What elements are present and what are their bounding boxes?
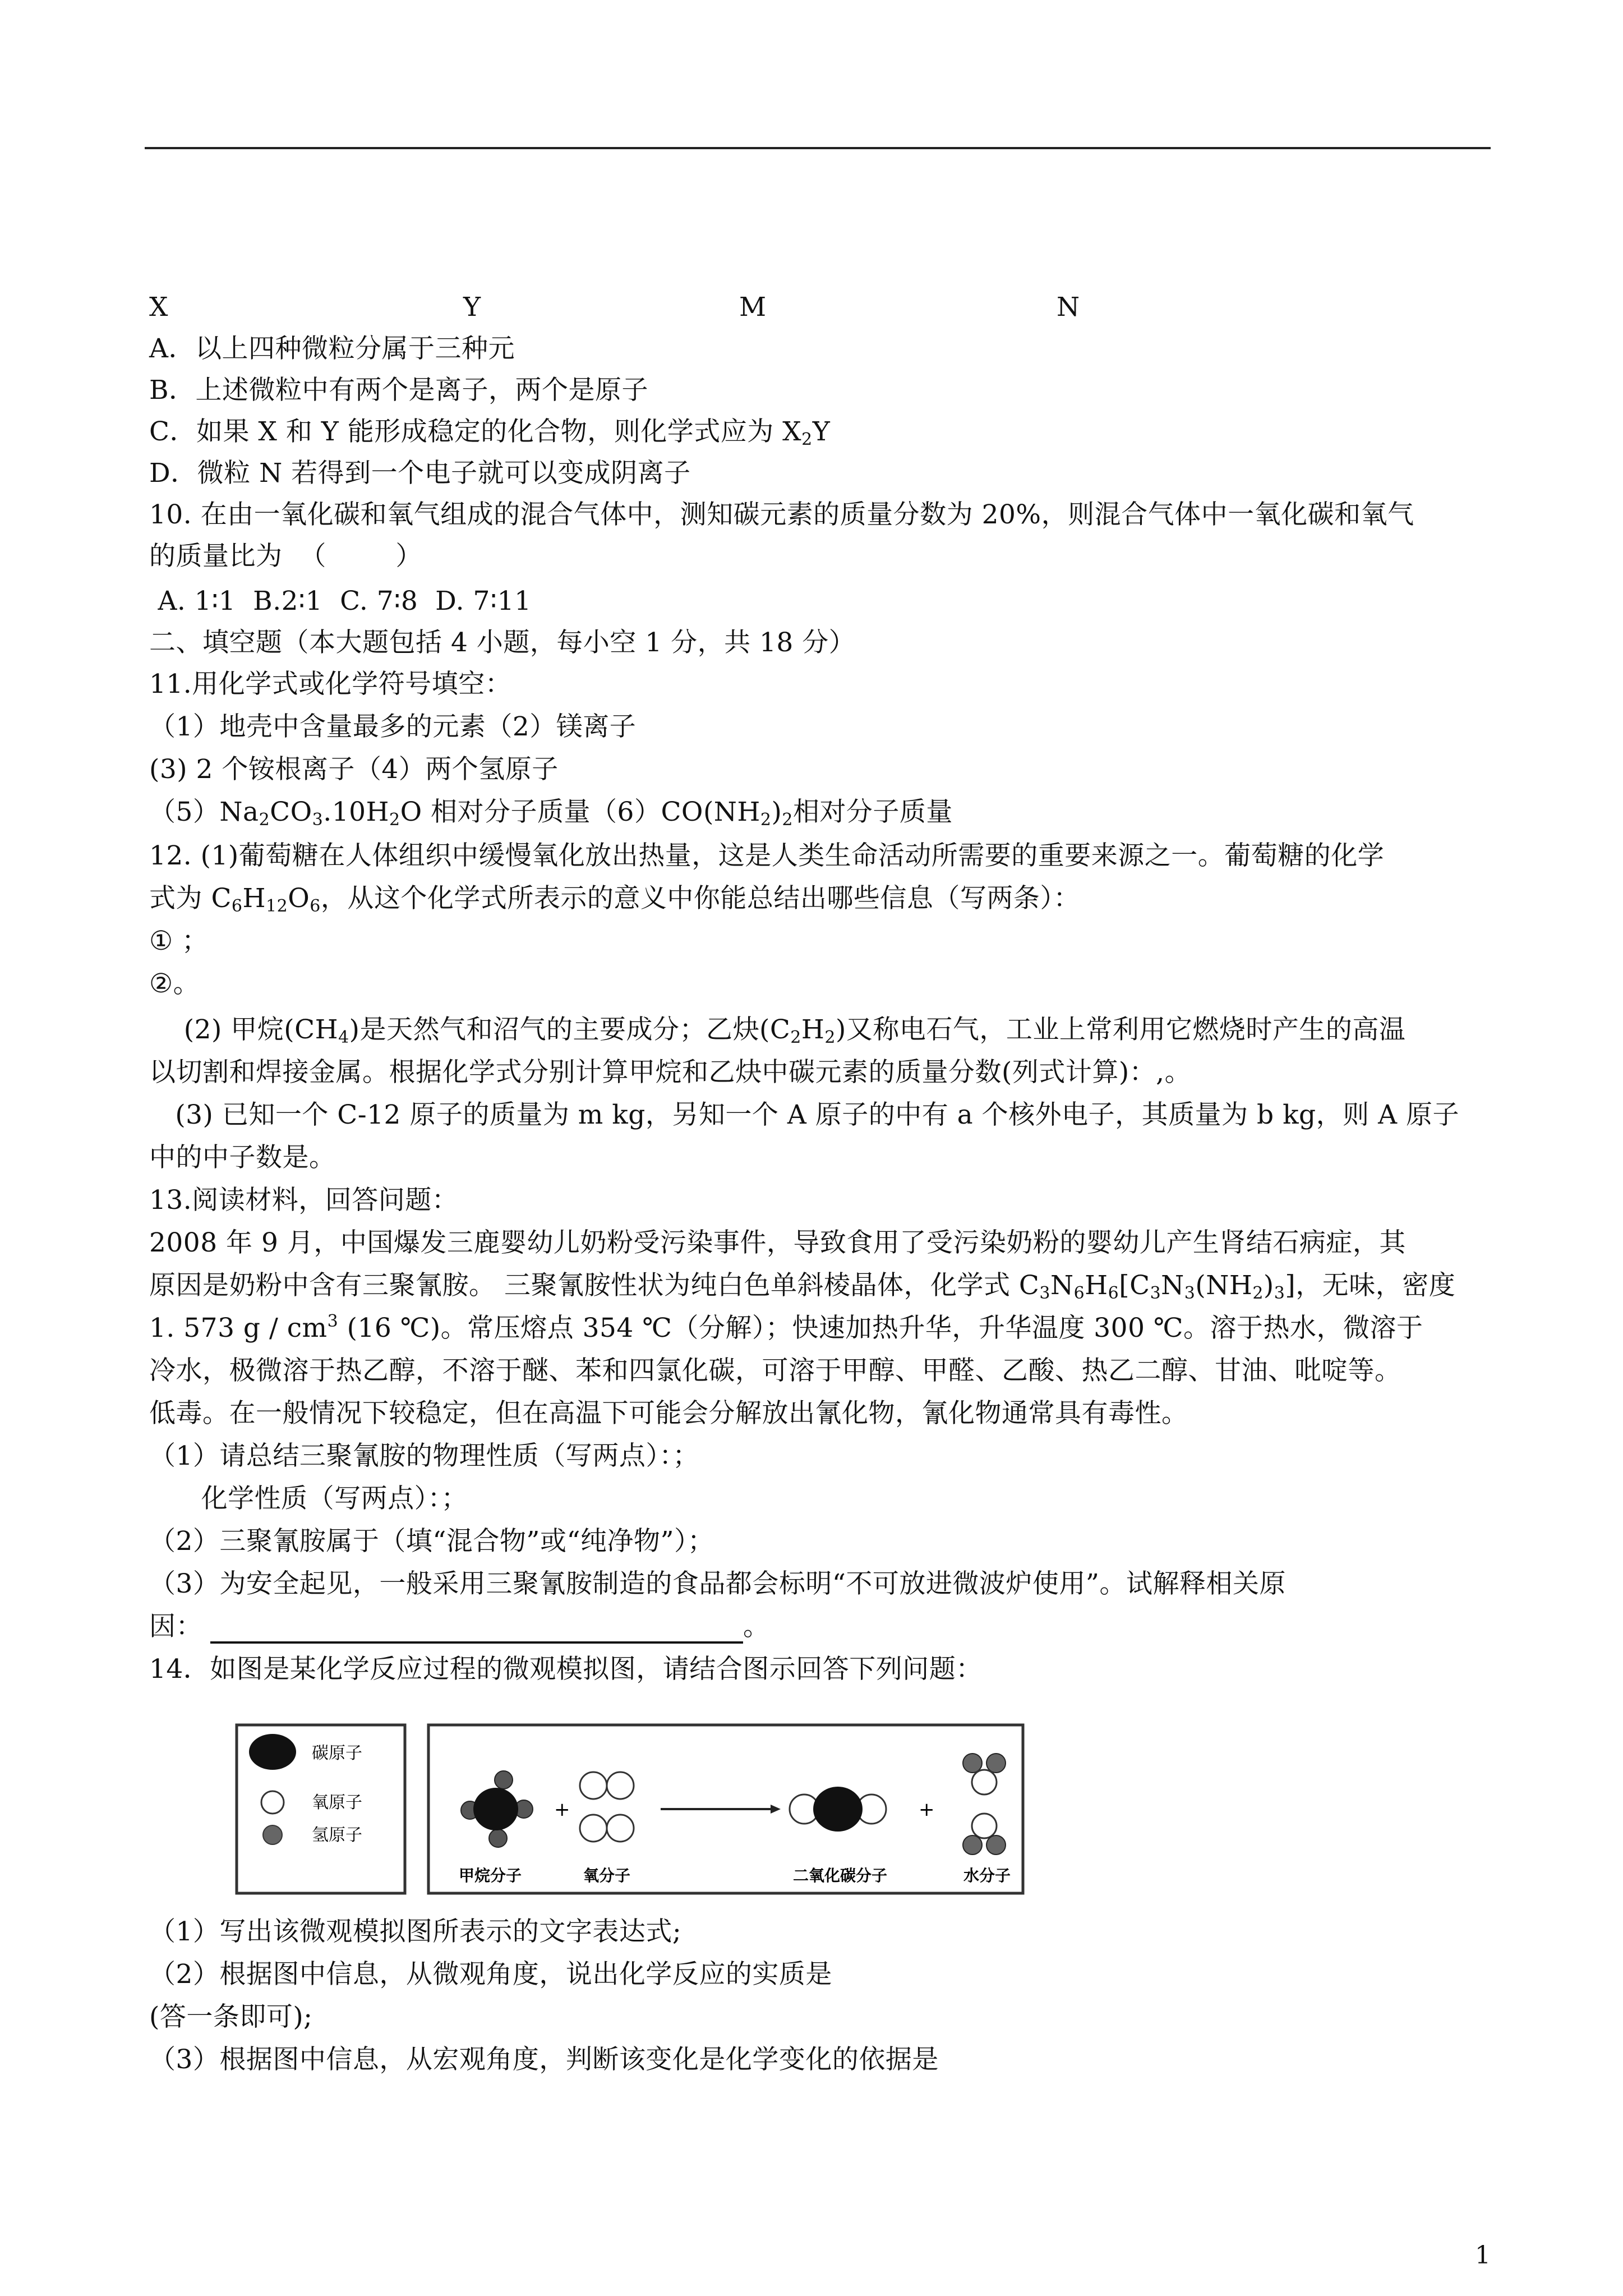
q10-stem-line1: 10. 在由一氧化碳和氧气组成的混合气体中，测知碳元素的质量分数为 20%，则混合气体中一氧化碳和氧气 — [149, 499, 1414, 530]
legend-carbon: 碳原子 — [312, 1743, 362, 1763]
q12-line8: 中的中子数是。 — [149, 1142, 336, 1173]
q14-stem: 14．如图是某化学反应过程的微观模拟图，请结合图示回答下列问题： — [149, 1654, 983, 1685]
header-rule — [145, 147, 1491, 149]
q11-line2: (3) 2 个铵根离子（4）两个氢原子 — [149, 754, 559, 785]
q14-sub1: （1）写出该微观模拟图所表示的文字表达式; — [149, 1916, 682, 1947]
q12-line7: (3) 已知一个 C-12 原子的质量为 m kg，另知一个 A 原子的中有 a 个核外电子，其质量为 b kg，则 A 原子 — [149, 1099, 1459, 1130]
co2-molecule — [790, 1787, 886, 1832]
q13-sub3-line1: （3）为安全起见，一般采用三聚氰胺制造的食品都会标明“不可放进微波炉使用”。试解释相关原 — [149, 1568, 1286, 1599]
plus-sign-1: + — [554, 1798, 570, 1821]
carbon-atom-legend — [249, 1734, 296, 1770]
section-heading: 二、填空题（本大题包括 4 小题，每小空 1 分，共 18 分） — [149, 627, 856, 658]
q12-line2: 式为 $C_6H_{12}O_6$，从这个化学式所表示的意义中你能总结出哪些信息（写两条）： — [149, 883, 1080, 916]
q12-line4: ②。 — [149, 968, 200, 999]
q13-sub1-chemical: 化学性质（写两点）：； — [149, 1483, 468, 1514]
q9-option-c: C．如果 X 和 Y 能形成稳定的化合物，则化学式应为 $X_2Y$ — [149, 416, 831, 449]
q10-options: A. 1∶1 B.2∶1 C. 7∶8 D. 7∶11 — [149, 586, 532, 616]
q11-line1: （1）地壳中含量最多的元素（2）镁离子 — [149, 711, 637, 742]
q13-para-line2: 原因是奶粉中含有三聚氰胺。 三聚氰胺性状为纯白色单斜棱晶体，化学式 $C_3N_6H_6[C_3N_3(NH_2)_3]$，无味，密度 — [149, 1270, 1456, 1303]
page-number: 1 — [1475, 2241, 1491, 2270]
q11-line3: $(5)Na_2CO_3.10H_2O$ 相对分子质量$(6)CO(NH_2)_2$相对分子质量 — [149, 797, 953, 830]
q13-para-line5: 低毒。在一般情况下较稳定，但在高温下可能会分解放出氰化物，氰化物通常具有毒性。 — [149, 1398, 1188, 1429]
label-co2: 二氧化碳分子 — [793, 1866, 888, 1885]
q12-line5: (2) 甲烷$(CH_4)$是天然气和沼气的主要成分；乙炔$(C_2H_2)$又称电石气，工业上常利用它燃烧时产生的高温 — [149, 1014, 1406, 1047]
label-water: 水分子 — [963, 1866, 1011, 1885]
reaction-diagram — [234, 1708, 1031, 1899]
label-oxygen: 氧分子 — [583, 1866, 631, 1885]
label-y: Y — [463, 292, 481, 323]
q11-stem: 11.用化学式或化学符号填空： — [149, 669, 512, 700]
legend-hydrogen: 氢原子 — [312, 1825, 362, 1845]
q14-sub2-note: (答一条即可); — [149, 2001, 313, 2032]
label-methane: 甲烷分子 — [459, 1866, 522, 1885]
q12-line3: ① ； — [149, 926, 209, 956]
q9-option-d: D．微粒 N 若得到一个电子就可以变成阴离子 — [149, 458, 691, 489]
q9-option-a: A．以上四种微粒分属于三种元 — [149, 333, 515, 364]
label-n: N — [1057, 292, 1080, 323]
hydrogen-atom-legend — [263, 1825, 282, 1844]
oxygen-atom-legend — [261, 1791, 284, 1814]
q12-line1: 12. (1)葡萄糖在人体组织中缓慢氧化放出热量，这是人类生命活动所需要的重要来源之一。葡萄糖的化学 — [149, 840, 1385, 871]
legend-oxygen: 氧原子 — [312, 1793, 362, 1812]
q13-para-line3: 1. 573 g / $cm^3$ (16 ℃)。常压熔点 354 ℃（分解）；快速加热升华，升华温度 300 ℃。溶于热水，微溶于 — [149, 1312, 1423, 1343]
answer-blank[interactable] — [210, 1617, 743, 1644]
q13-para-line4: 冷水，极微溶于热乙醇，不溶于醚、苯和四氯化碳，可溶于甲醇、甲醛、乙酸、热乙二醇、甘油、吡啶等。 — [149, 1355, 1401, 1386]
q13-stem: 13.阅读材料，回答问题： — [149, 1185, 459, 1216]
q12-line6: 以切割和焊接金属。根据化学式分别计算甲烷和乙炔中碳元素的质量分数(列式计算)：,。 — [149, 1057, 1192, 1088]
q10-stem-line2: 的质量比为 （ ） — [149, 541, 422, 572]
oxygen-molecules — [580, 1772, 634, 1842]
water-molecules — [963, 1754, 1006, 1855]
q14-sub2: （2）根据图中信息，从微观角度，说出化学反应的实质是 — [149, 1959, 832, 1990]
q13-sub2: （2）三聚氰胺属于（填“混合物”或“纯净物”）； — [149, 1526, 714, 1557]
q13-para-line1: 2008 年 9 月，中国爆发三鹿婴幼儿奶粉受污染事件，导致食用了受污染奶粉的婴幼儿产生肾结石病症，其 — [149, 1227, 1406, 1258]
label-m: M — [739, 292, 767, 323]
label-x: X — [149, 292, 168, 323]
q9-option-b: B．上述微粒中有两个是离子，两个是原子 — [149, 375, 649, 406]
q13-sub1-physical: （1）请总结三聚氰胺的物理性质（写两点）：； — [149, 1441, 699, 1471]
plus-sign-2: + — [919, 1798, 935, 1821]
q13-sub3-line2: 因： 。 — [149, 1610, 770, 1644]
q14-sub3: （3）根据图中信息，从宏观角度，判断该变化是化学变化的依据是 — [149, 2044, 939, 2075]
methane-molecule — [461, 1771, 533, 1847]
